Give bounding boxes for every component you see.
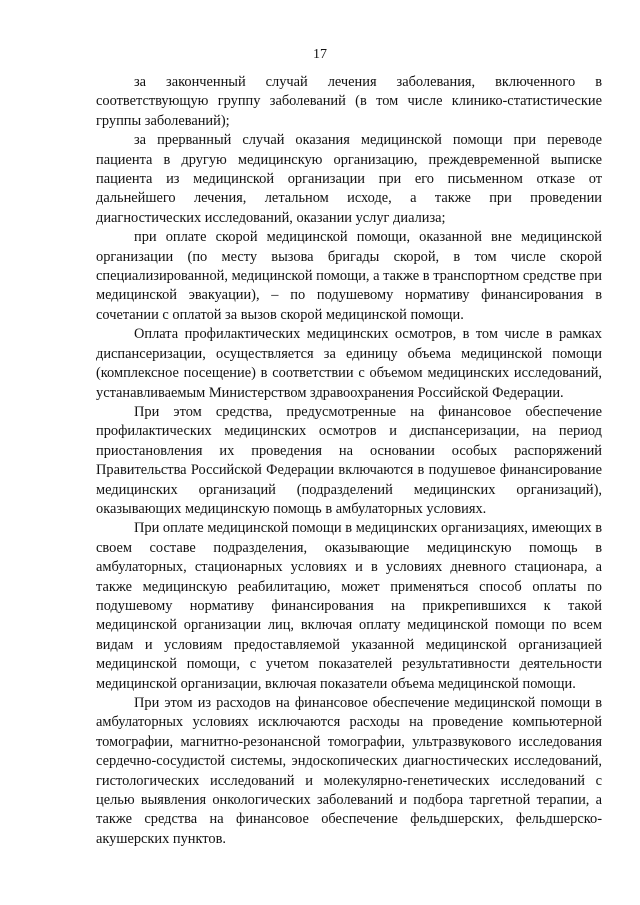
paragraph: Оплата профилактических медицинских осмотров, в том числе в рамках диспансеризации, осуществляется за единицу объема медицинской помощи (комплексное посещение) в соответствии с объемом медицинских исследований, устанавливаемым Министерством здравоохранения Российской Федерации. xyxy=(96,326,602,401)
paragraph: При этом средства, предусмотренные на финансовое обеспечение профилактических медицинских осмотров и диспансеризации, на период приостановления их проведения на основании особых распоряжений Правительства Российской Федерации включаются в подушевое финансирование медицинских организаций (подразделений медицинских организаций), оказывающих медицинскую помощь в амбулаторных условиях. xyxy=(96,403,602,517)
paragraph: за законченный случай лечения заболевания, включенного в соответствующую группу заболеваний (в том числе клинико-статистические группы заболеваний); xyxy=(96,74,602,129)
page-number: 17 xyxy=(313,47,327,62)
paragraph: При этом из расходов на финансовое обеспечение медицинской помощи в амбулаторных условиях исключаются расходы на проведение компьютерной томографии, магнитно-резонансной томографии, ультразвукового исследования сердечно-сосудистой системы, эндоскопических диагностических исследований, гистологических исследований и молекулярно-генетических исследований с целью выявления онкологических заболеваний и подбора таргетной терапии, а также средства на финансовое обеспечение фельдшерских, фельдшерско-акушерских пунктов. xyxy=(96,695,602,847)
document-body xyxy=(96,73,602,849)
paragraph: При оплате медицинской помощи в медицинских организациях, имеющих в своем составе подразделения, оказывающие медицинскую помощь в амбулаторных, стационарных условиях и в условиях дневного стационара, а также медицинскую реабилитацию, может применяться способ оплаты по подушевому нормативу финансирования на прикрепившихся к такой медицинской организации лиц, включая оплату медицинской помощи по всем видам и условиям предоставляемой указанной медицинской организацией медицинской помощи, с учетом показателей результативности деятельности медицинской организации, включая показатели объема медицинской помощи. xyxy=(96,520,602,692)
paragraph: при оплате скорой медицинской помощи, оказанной вне медицинской организации (по месту вызова бригады скорой, в том числе скорой специализированной, медицинской помощи, а также в транспортном средстве при медицинской эвакуации), – по подушевому нормативу финансирования в сочетании с оплатой за вызов скорой медицинской помощи. xyxy=(96,229,602,323)
paragraph: за прерванный случай оказания медицинской помощи при переводе пациента в другую медицинскую организацию, преждевременной выписке пациента из медицинской организации при его письменном отказе от дальнейшего лечения, летальном исходе, а также при проведении диагностических исследований, оказании услуг диализа; xyxy=(96,132,602,226)
